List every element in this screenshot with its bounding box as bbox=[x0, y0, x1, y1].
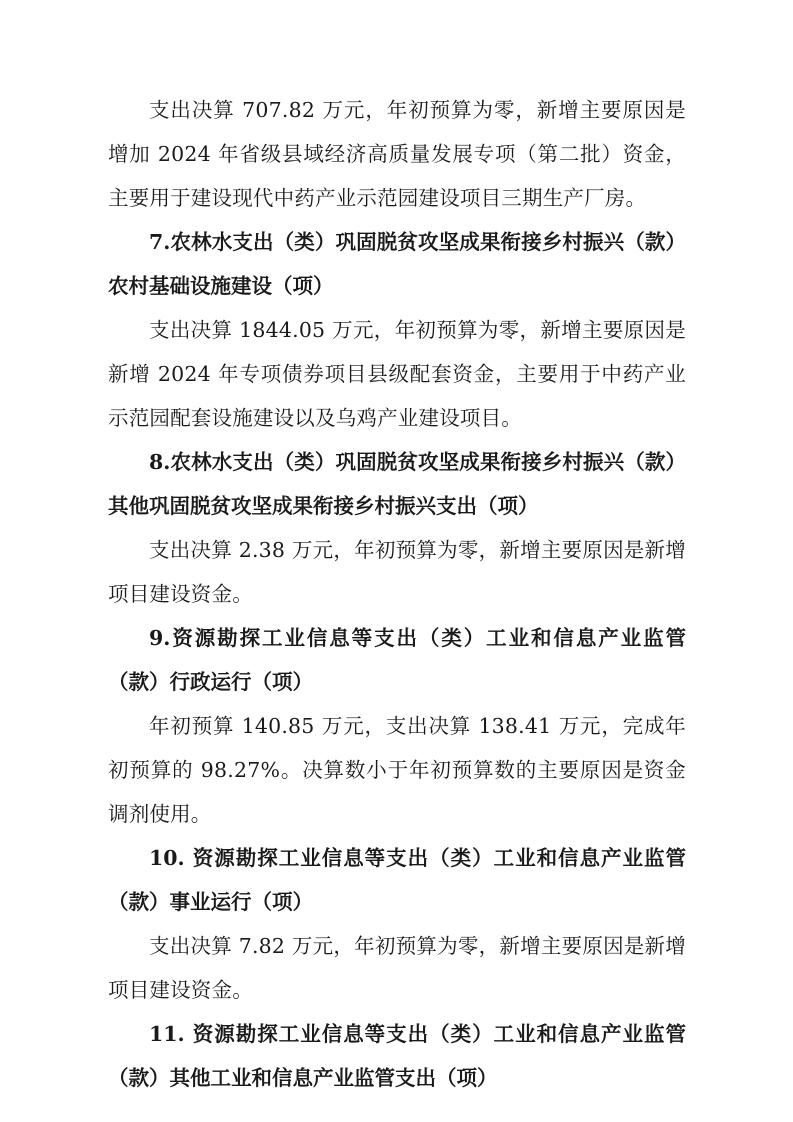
paragraph-4: 年初预算 140.85 万元，支出决算 138.41 万元，完成年初预算的 98.27%。决算数小于年初预算数的主要原因是资金调剂使用。 bbox=[108, 714, 686, 826]
heading-11: 11. 资源勘探工业信息等支出（类）工业和信息产业监管（款）其他工业和信息产业监管支出（项） bbox=[108, 1022, 686, 1090]
paragraph-2: 支出决算 1844.05 万元，年初预算为零，新增主要原因是新增 2024 年专项债券项目县级配套资金，主要用于中药产业示范园配套设施建设以及乌鸡产业建设项目。 bbox=[108, 318, 686, 430]
paragraph-5: 支出决算 7.82 万元，年初预算为零，新增主要原因是新增项目建设资金。 bbox=[108, 934, 686, 1002]
heading-7: 7.农林水支出（类）巩固脱贫攻坚成果衔接乡村振兴（款）农村基础设施建设（项） bbox=[108, 230, 686, 298]
paragraph-1: 支出决算 707.82 万元，年初预算为零，新增主要原因是增加 2024 年省级县域经济高质量发展专项（第二批）资金，主要用于建设现代中药产业示范园建设项目三期生产厂房。 bbox=[108, 98, 686, 210]
paragraph-3: 支出决算 2.38 万元，年初预算为零，新增主要原因是新增项目建设资金。 bbox=[108, 538, 686, 606]
heading-9: 9.资源勘探工业信息等支出（类）工业和信息产业监管（款）行政运行（项） bbox=[108, 626, 686, 694]
heading-10: 10. 资源勘探工业信息等支出（类）工业和信息产业监管（款）事业运行（项） bbox=[108, 846, 686, 914]
document-body bbox=[108, 88, 686, 1100]
heading-8: 8.农林水支出（类）巩固脱贫攻坚成果衔接乡村振兴（款）其他巩固脱贫攻坚成果衔接乡村振兴支出（项） bbox=[108, 450, 686, 518]
